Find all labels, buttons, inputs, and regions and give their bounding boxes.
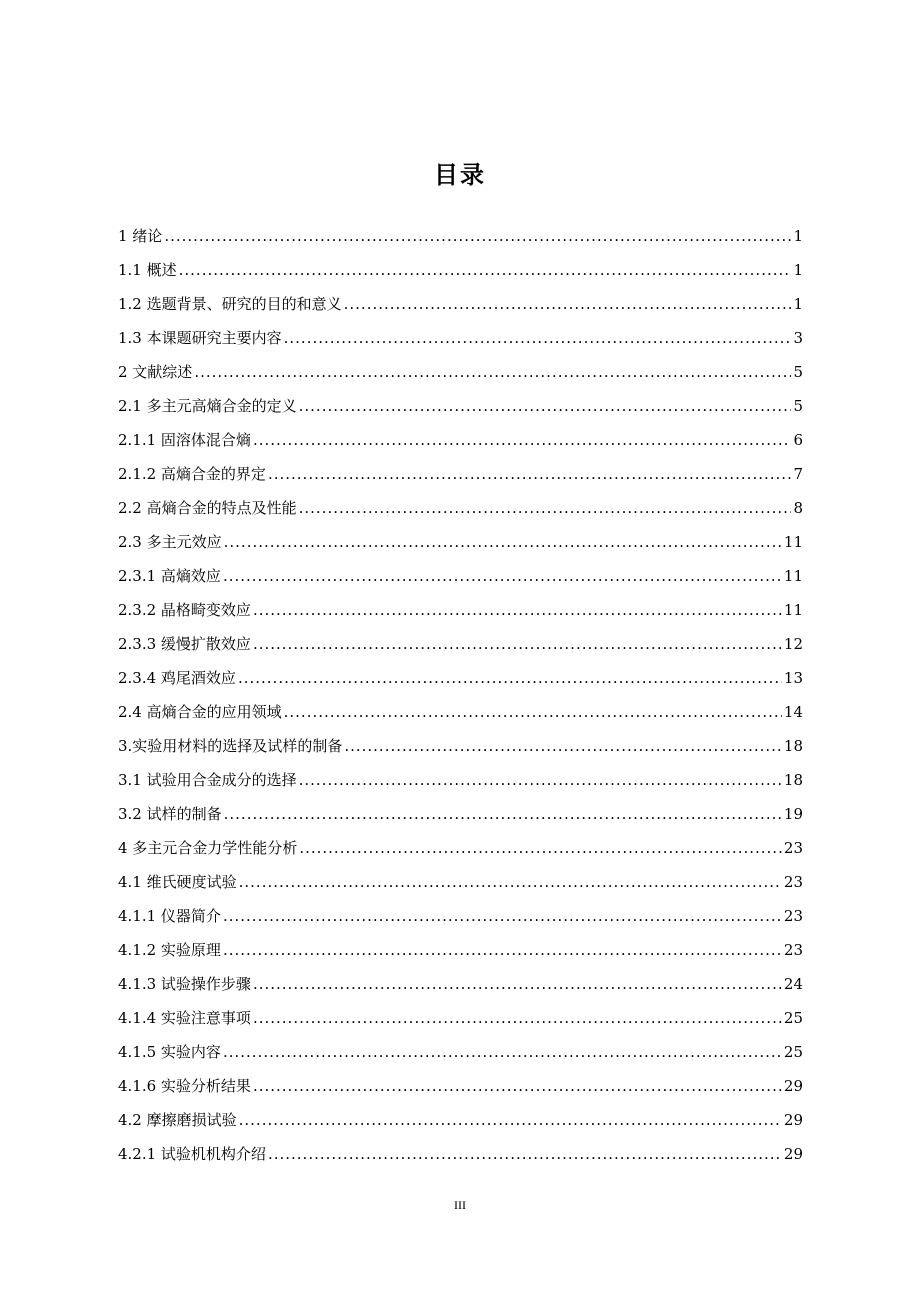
dot-leader [194, 355, 791, 389]
toc-entry-page: 7 [793, 465, 803, 483]
toc-entry[interactable] [118, 831, 803, 865]
toc-entry-page: 29 [783, 1145, 803, 1163]
toc-entry-page: 24 [783, 975, 803, 993]
toc-entry-page: 6 [793, 431, 803, 449]
dot-leader [223, 559, 782, 593]
toc-entry-label: 4.1.5 实验内容 [118, 1043, 221, 1061]
toc-entry[interactable] [118, 559, 803, 593]
toc-entry-label: 1.3 本课题研究主要内容 [118, 329, 282, 347]
toc-entry[interactable] [118, 287, 803, 321]
toc-entry-page: 3 [793, 329, 803, 347]
toc-entry-label: 4.1.6 实验分析结果 [118, 1077, 251, 1095]
toc-entry-label: 1.2 选题背景、研究的目的和意义 [118, 295, 342, 313]
toc-entry-label: 2.3.4 鸡尾酒效应 [118, 669, 236, 687]
toc-entry[interactable] [118, 627, 803, 661]
dot-leader [223, 1035, 782, 1069]
toc-entry[interactable] [118, 1103, 803, 1137]
dot-leader [224, 525, 782, 559]
dot-leader [253, 593, 782, 627]
toc-entry-label: 3.2 试样的制备 [118, 805, 222, 823]
dot-leader [179, 253, 792, 287]
page-title: 目录 [434, 161, 486, 189]
dot-leader [253, 1069, 782, 1103]
toc-entry-page: 25 [783, 1009, 803, 1027]
toc-entry-page: 25 [783, 1043, 803, 1061]
dot-leader [284, 321, 792, 355]
toc-entry-page: 23 [783, 839, 803, 857]
toc-entry-label: 4 多主元合金力学性能分析 [118, 839, 298, 857]
dot-leader [253, 1001, 782, 1035]
toc-entry-page: 11 [783, 533, 803, 551]
dot-leader [344, 729, 782, 763]
toc-entry-label: 4.1.3 试验操作步骤 [118, 975, 251, 993]
toc-entry[interactable] [118, 1035, 803, 1069]
toc-entry[interactable] [118, 423, 803, 457]
toc-entry-label: 2.4 高熵合金的应用领域 [118, 703, 282, 721]
dot-leader [253, 423, 792, 457]
toc-entry-page: 11 [783, 567, 803, 585]
dot-leader [284, 695, 782, 729]
toc-entry-page: 1 [793, 261, 803, 279]
toc-entry-page: 29 [783, 1111, 803, 1129]
toc-entry[interactable] [118, 933, 803, 967]
dot-leader [224, 797, 782, 831]
toc-entry-page: 29 [783, 1077, 803, 1095]
toc-entry-label: 2.1.1 固溶体混合熵 [118, 431, 251, 449]
toc-entry-page: 18 [783, 771, 803, 789]
dot-leader [253, 967, 782, 1001]
toc-entry-page: 23 [783, 873, 803, 891]
toc-entry-label: 2.3 多主元效应 [118, 533, 222, 551]
dot-leader [223, 899, 782, 933]
toc-entry[interactable] [118, 389, 803, 423]
dot-leader [268, 1137, 782, 1171]
toc-entry-label: 3.1 试验用合金成分的选择 [118, 771, 297, 789]
toc-entry-label: 4.1.1 仪器简介 [118, 907, 221, 925]
footer-page-number: III [454, 1198, 466, 1212]
dot-leader [223, 933, 782, 967]
toc-entry[interactable] [118, 899, 803, 933]
toc-entry[interactable] [118, 695, 803, 729]
toc-entry[interactable] [118, 1001, 803, 1035]
dot-leader [299, 389, 792, 423]
dot-leader [239, 865, 782, 899]
toc-entry-label: 3.实验用材料的选择及试样的制备 [118, 737, 343, 755]
toc-entry[interactable] [118, 321, 803, 355]
toc-entry-page: 5 [793, 397, 803, 415]
toc-entry[interactable] [118, 797, 803, 831]
toc-entry[interactable] [118, 253, 803, 287]
toc-entry-page: 18 [783, 737, 803, 755]
toc-entry-label: 2.2 高熵合金的特点及性能 [118, 499, 297, 517]
toc-entry[interactable] [118, 763, 803, 797]
toc-entry[interactable] [118, 491, 803, 525]
toc-entry-page: 13 [783, 669, 803, 687]
dot-leader [253, 627, 782, 661]
toc-entry-label: 4.1.2 实验原理 [118, 941, 221, 959]
dot-leader [268, 457, 792, 491]
toc-entry[interactable] [118, 661, 803, 695]
toc-entry-label: 2.1.2 高熵合金的界定 [118, 465, 266, 483]
dot-leader [239, 1103, 782, 1137]
dot-leader [238, 661, 782, 695]
toc-entry[interactable] [118, 525, 803, 559]
toc-entry-page: 14 [783, 703, 803, 721]
dot-leader [344, 287, 792, 321]
toc-entry-label: 4.2 摩擦磨损试验 [118, 1111, 237, 1129]
dot-leader [299, 831, 782, 865]
toc-entry-label: 2.1 多主元高熵合金的定义 [118, 397, 297, 415]
toc-entry[interactable] [118, 1069, 803, 1103]
toc-entry-label: 2.3.1 高熵效应 [118, 567, 221, 585]
toc-entry[interactable] [118, 729, 803, 763]
toc-entry[interactable] [118, 355, 803, 389]
toc-entry-page: 12 [783, 635, 803, 653]
toc-entry[interactable] [118, 967, 803, 1001]
toc-entry[interactable] [118, 219, 803, 253]
toc-entry-label: 2.3.3 缓慢扩散效应 [118, 635, 251, 653]
toc-entry[interactable] [118, 593, 803, 627]
table-of-contents [118, 219, 803, 1171]
toc-entry-page: 23 [783, 907, 803, 925]
dot-leader [299, 763, 782, 797]
toc-entry-label: 4.1.4 实验注意事项 [118, 1009, 251, 1027]
toc-entry[interactable] [118, 1137, 803, 1171]
toc-entry-label: 4.1 维氏硬度试验 [118, 873, 237, 891]
toc-entry-page: 8 [793, 499, 803, 517]
toc-entry-page: 23 [783, 941, 803, 959]
toc-entry-page: 1 [793, 295, 803, 313]
toc-entry[interactable] [118, 865, 803, 899]
toc-entry-page: 19 [783, 805, 803, 823]
toc-entry-page: 1 [793, 227, 803, 245]
toc-entry-label: 1 绪论 [118, 227, 163, 245]
toc-entry-label: 2.3.2 晶格畸变效应 [118, 601, 251, 619]
toc-entry-label: 2 文献综述 [118, 363, 193, 381]
dot-leader [299, 491, 792, 525]
dot-leader [164, 219, 791, 253]
toc-entry-page: 5 [793, 363, 803, 381]
toc-entry[interactable] [118, 457, 803, 491]
toc-entry-label: 4.2.1 试验机机构介绍 [118, 1145, 266, 1163]
toc-entry-label: 1.1 概述 [118, 261, 177, 279]
toc-entry-page: 11 [783, 601, 803, 619]
